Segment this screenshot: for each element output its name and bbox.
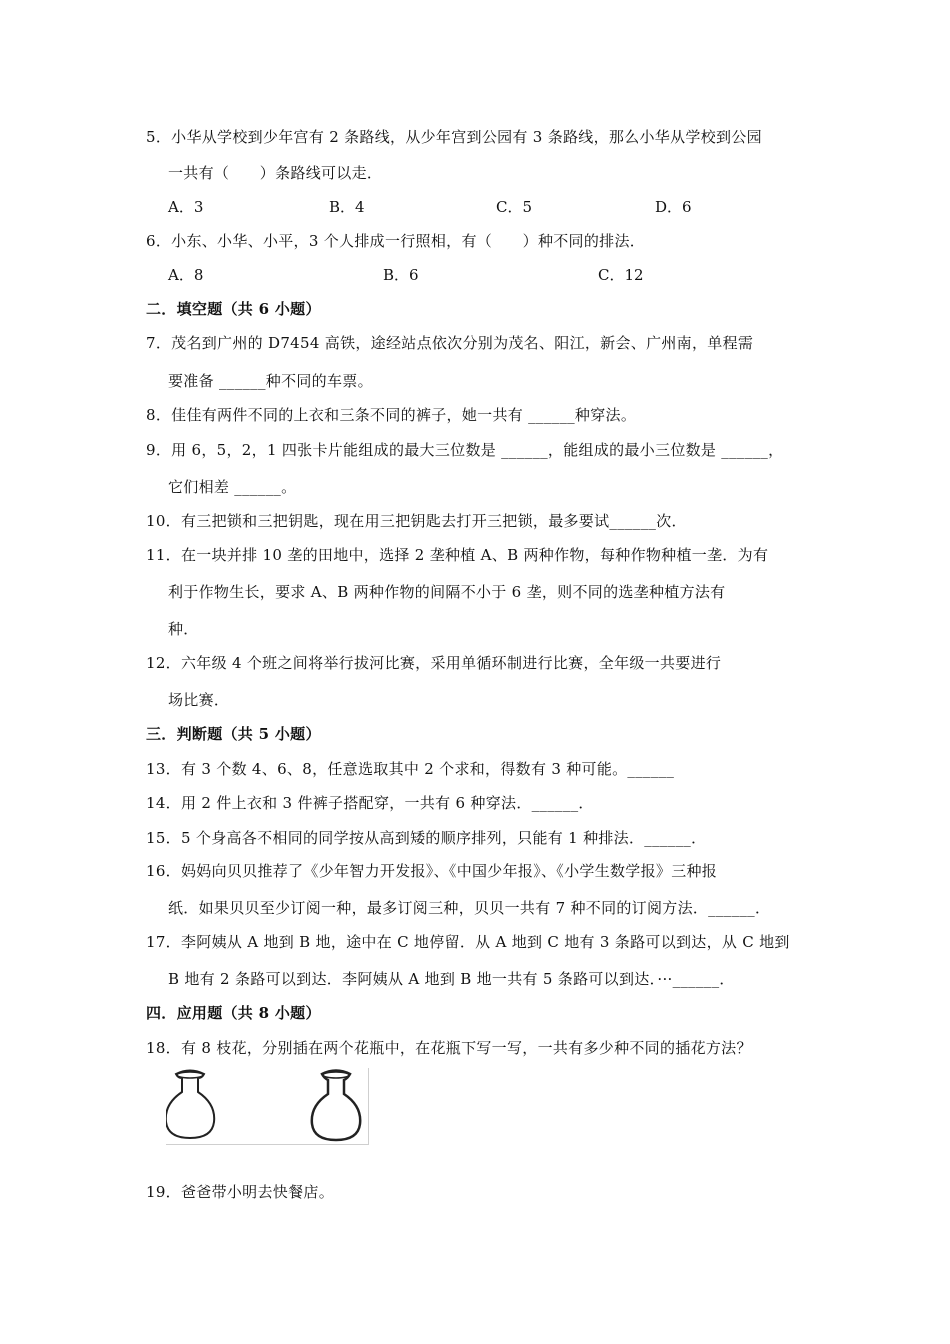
- q10-line: 10．有三把锁和三把钥匙，现在用三把钥匙去打开三把锁，最多要试______次．: [146, 512, 687, 530]
- q12-line2: 场比赛．: [168, 691, 230, 709]
- section-heading-true-false: 三．判断题（共 5 小题）: [146, 725, 321, 743]
- q8-line: 8．佳佳有两件不同的上衣和三条不同的裤子，她一共有 ______种穿法。: [146, 406, 637, 424]
- q9-line2: 它们相差 ______。: [168, 478, 297, 496]
- q5-line2: 一共有（ ）条路线可以走．: [168, 164, 383, 182]
- q11-line1: 11．在一块并排 10 垄的田地中，选择 2 垄种植 A、B 两种作物，每种作物种植一垄．为有: [146, 546, 769, 564]
- left-vase-icon: [166, 1068, 222, 1142]
- q6-option-b: B．6: [383, 266, 419, 284]
- q7-line2: 要准备 ______种不同的车票。: [168, 372, 373, 390]
- q5-option-b: B．4: [329, 198, 365, 216]
- q13-line: 13．有 3 个数 4、6、8，任意选取其中 2 个求和，得数有 3 种可能。______: [146, 760, 675, 778]
- section-heading-fill-in: 二．填空题（共 6 小题）: [146, 300, 321, 318]
- q18-line: 18．有 8 枝花，分别插在两个花瓶中，在花瓶下写一写，一共有多少种不同的插花方法？: [146, 1039, 752, 1057]
- vases-figure: [166, 1068, 369, 1145]
- q6-option-a: A．8: [168, 266, 204, 284]
- q19-line: 19．爸爸带小明去快餐店。: [146, 1183, 334, 1201]
- q16-line2: 纸．如果贝贝至少订阅一种，最多订阅三种，贝贝一共有 7 种不同的订阅方法．______．: [168, 899, 771, 917]
- q11-line2: 利于作物生长，要求 A、B 两种作物的间隔不小于 6 垄，则不同的选垄种植方法有: [168, 583, 726, 601]
- q11-line3: 种．: [168, 620, 199, 638]
- q5-option-c: C．5: [496, 198, 533, 216]
- q5-line1: 5．小华从学校到少年宫有 2 条路线，从少年宫到公园有 3 条路线，那么小华从学校到公园: [146, 128, 762, 146]
- q15-line: 15．5 个身高各不相同的同学按从高到矮的顺序排列，只能有 1 种排法．______．: [146, 829, 707, 847]
- q5-option-a: A．3: [168, 198, 204, 216]
- right-vase-icon: [310, 1068, 366, 1142]
- q12-line1: 12．六年级 4 个班之间将举行拔河比赛，采用单循环制进行比赛，全年级一共要进行: [146, 654, 722, 672]
- q7-line1: 7．茂名到广州的 D7454 高铁，途经站点依次分别为茂名、阳江，新会、广州南，单程需: [146, 334, 754, 352]
- q17-line2: B 地有 2 条路可以到达．李阿姨从 A 地到 B 地一共有 5 条路可以到达．···______．: [168, 970, 735, 988]
- q14-line: 14．用 2 件上衣和 3 件裤子搭配穿，一共有 6 种穿法．______．: [146, 794, 594, 812]
- section-heading-application: 四．应用题（共 8 小题）: [146, 1004, 321, 1022]
- q5-option-d: D．6: [655, 198, 692, 216]
- q9-line1: 9．用 6，5，2，1 四张卡片能组成的最大三位数是 ______，能组成的最小三位数是 ______，: [146, 441, 784, 459]
- q16-line1: 16．妈妈向贝贝推荐了《少年智力开发报》、《中国少年报》、《小学生数学报》三种报: [146, 862, 718, 880]
- q6-line1: 6．小东、小华、小平，3 个人排成一行照相，有（ ）种不同的排法．: [146, 232, 646, 250]
- q6-option-c: C．12: [598, 266, 644, 284]
- q17-line1: 17．李阿姨从 A 地到 B 地，途中在 C 地停留．从 A 地到 C 地有 3 条路可以到达，从 C 地到: [146, 933, 790, 951]
